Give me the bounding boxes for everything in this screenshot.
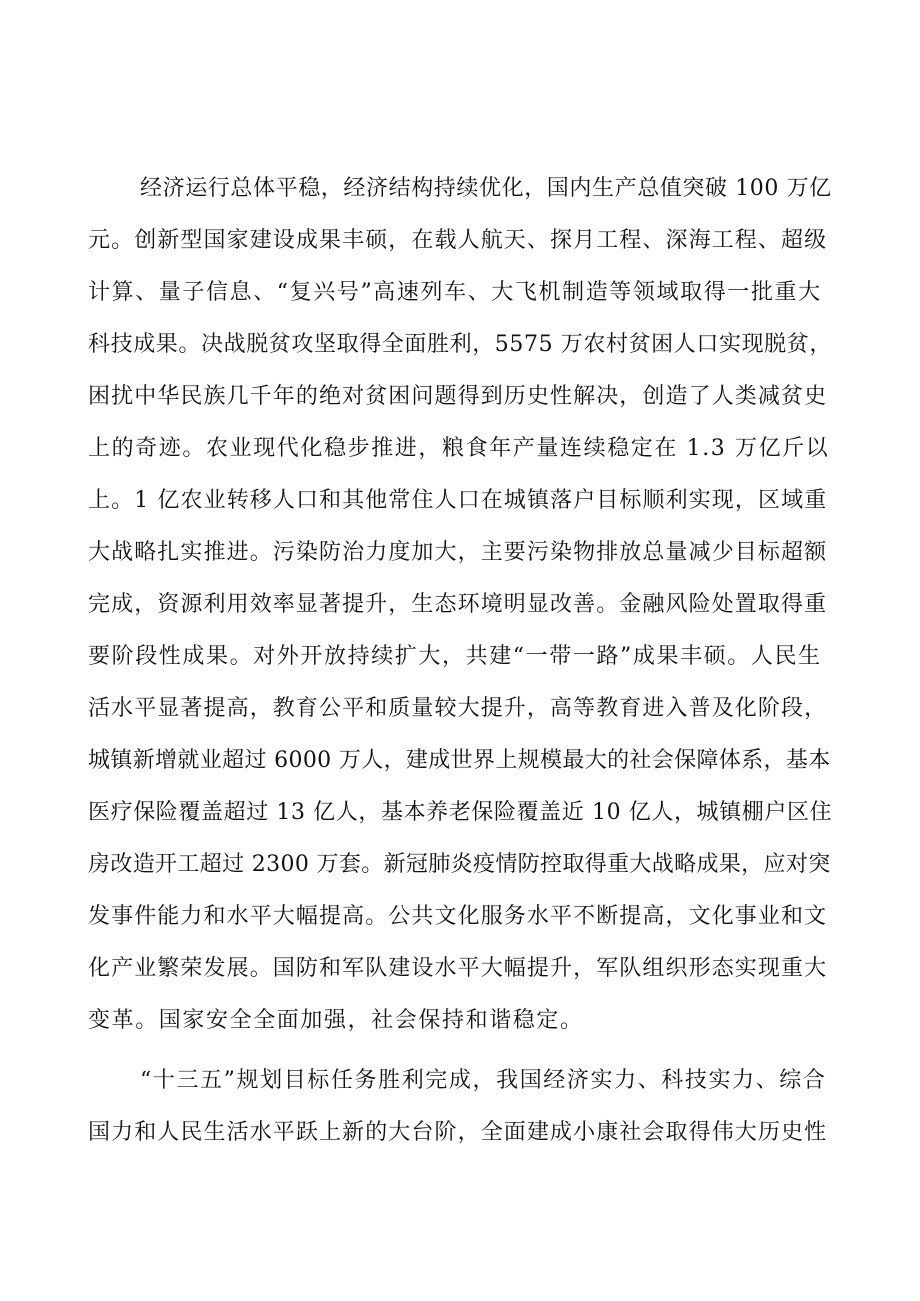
text-line: 完成，资源利用效率显著提升，生态环境明显改善。金融风险处置取得重 [88, 592, 828, 617]
text-line: 科技成果。决战脱贫攻坚取得全面胜利，5575 万农村贫困人口实现脱贫， [88, 332, 832, 357]
text-line: 活水平显著提高，教育公平和质量较大提升，高等教育进入普及化阶段， [88, 696, 828, 721]
text-line: 大战略扎实推进。污染防治力度加大，主要污染物排放总量减少目标超额 [88, 540, 828, 565]
text-line: “十三五”规划目标任务胜利完成，我国经济实力、科技实力、综合 [140, 1068, 827, 1093]
text-line: 变革。国家安全全面加强，社会保持和谐稳定。 [88, 1008, 584, 1033]
text-line: 经济运行总体平稳，经济结构持续优化，国内生产总值突破 100 万亿 [140, 176, 832, 201]
text-line: 要阶段性成果。对外开放持续扩大，共建“一带一路”成果丰硕。人民生 [88, 644, 822, 669]
text-line: 医疗保险覆盖超过 13 亿人，基本养老保险覆盖近 10 亿人，城镇棚户区住 [88, 800, 833, 825]
text-line: 房改造开工超过 2300 万套。新冠肺炎疫情防控取得重大战略成果，应对突 [88, 852, 831, 877]
text-line: 国力和人民生活水平跃上新的大台阶，全面建成小康社会取得伟大历史性 [88, 1120, 828, 1145]
text-line: 困扰中华民族几千年的绝对贫困问题得到历史性解决，创造了人类减贫史 [88, 384, 828, 409]
text-line: 化产业繁荣发展。国防和军队建设水平大幅提升，军队组织形态实现重大 [88, 956, 828, 981]
text-line: 上。1 亿农业转移人口和其他常住人口在城镇落户目标顺利实现，区域重 [88, 488, 828, 513]
text-line: 城镇新增就业超过 6000 万人，建成世界上规模最大的社会保障体系，基本 [88, 748, 831, 773]
text-line: 计算、量子信息、“复兴号”高速列车、大飞机制造等领域取得一批重大 [88, 280, 822, 305]
text-line: 元。创新型国家建设成果丰硕，在载人航天、探月工程、深海工程、超级 [88, 228, 828, 253]
text-line: 发事件能力和水平大幅提高。公共文化服务水平不断提高，文化事业和文 [88, 904, 828, 929]
text-line: 上的奇迹。农业现代化稳步推进，粮食年产量连续稳定在 1.3 万亿斤以 [88, 436, 830, 461]
